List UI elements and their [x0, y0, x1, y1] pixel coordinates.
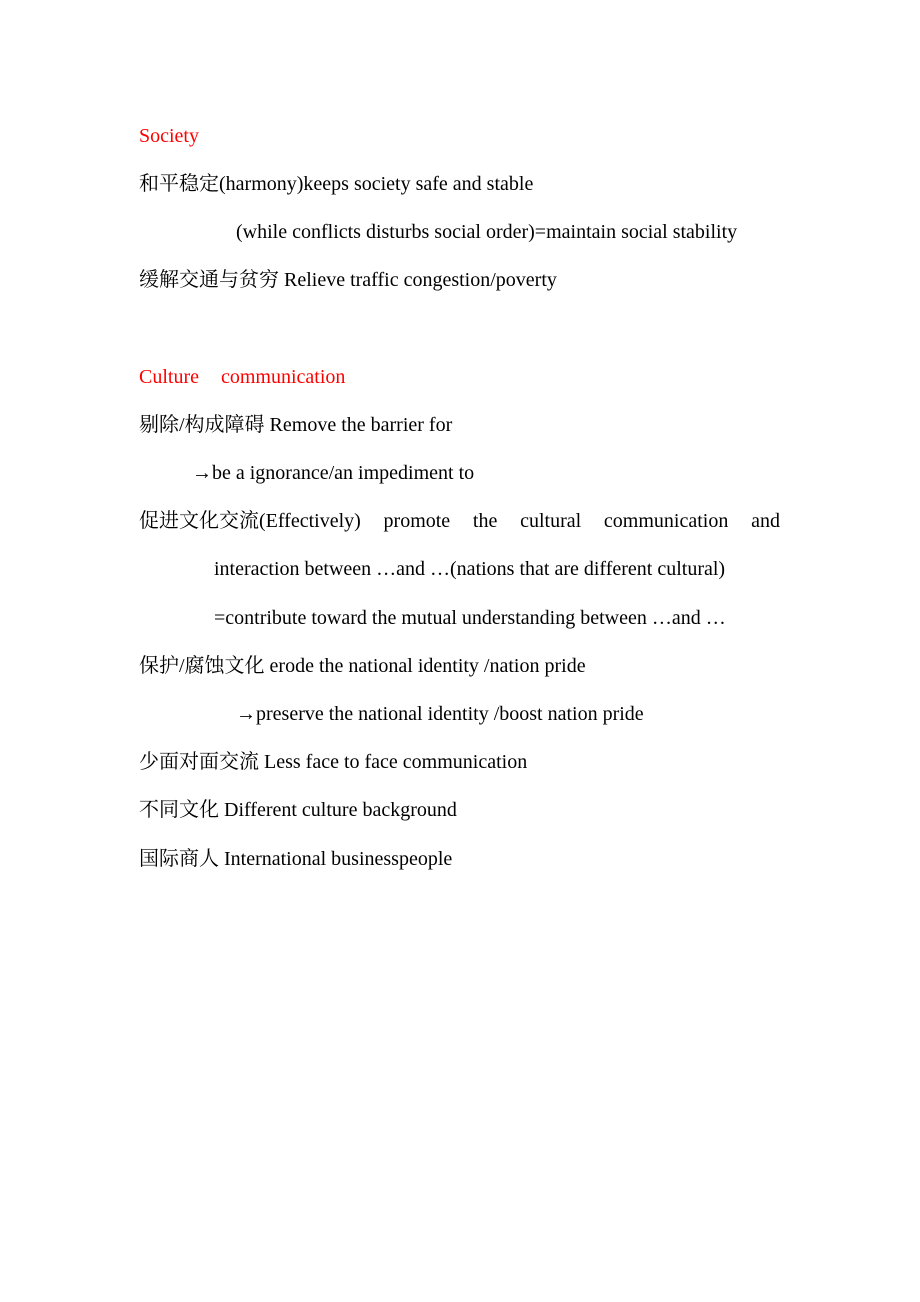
heading-society: Society	[139, 125, 199, 147]
culture-line-different-culture: 不同文化 Different culture background	[139, 799, 457, 821]
culture-line-interaction: interaction between …and …(nations that are different cultural)	[214, 558, 726, 580]
promote-word: cultural	[520, 510, 582, 532]
society-line-harmony: 和平稳定(harmony)keeps society safe and stable	[139, 173, 534, 195]
culture-line-mutual-understanding: =contribute toward the mutual understanding between …and …	[214, 607, 726, 629]
heading-culture-word: Culture	[139, 366, 199, 388]
promote-word: the	[472, 510, 498, 532]
promote-word: and	[751, 510, 780, 532]
heading-communication-word: communication	[221, 366, 346, 388]
promote-word: 促进文化交流(Effectively)	[139, 510, 361, 532]
culture-line-erode-identity: 保护/腐蚀文化 erode the national identity /nation pride	[139, 655, 586, 677]
culture-line-impediment: →be a ignorance/an impediment to	[192, 462, 475, 484]
promote-word: promote	[383, 510, 451, 532]
culture-line-preserve-identity: →preserve the national identity /boost nation pride	[236, 703, 644, 725]
culture-line-businesspeople: 国际商人 International businesspeople	[139, 848, 453, 870]
culture-line-face-to-face: 少面对面交流 Less face to face communication	[139, 751, 528, 773]
promote-word: communication	[603, 510, 729, 532]
culture-line-barrier: 剔除/构成障碍 Remove the barrier for	[139, 414, 453, 436]
society-line-traffic: 缓解交通与贫穷 Relieve traffic congestion/poverty	[139, 269, 557, 291]
society-line-conflicts: (while conflicts disturbs social order)=maintain social stability	[236, 221, 738, 243]
heading-culture-communication	[139, 364, 345, 390]
culture-line-promote	[139, 508, 780, 534]
